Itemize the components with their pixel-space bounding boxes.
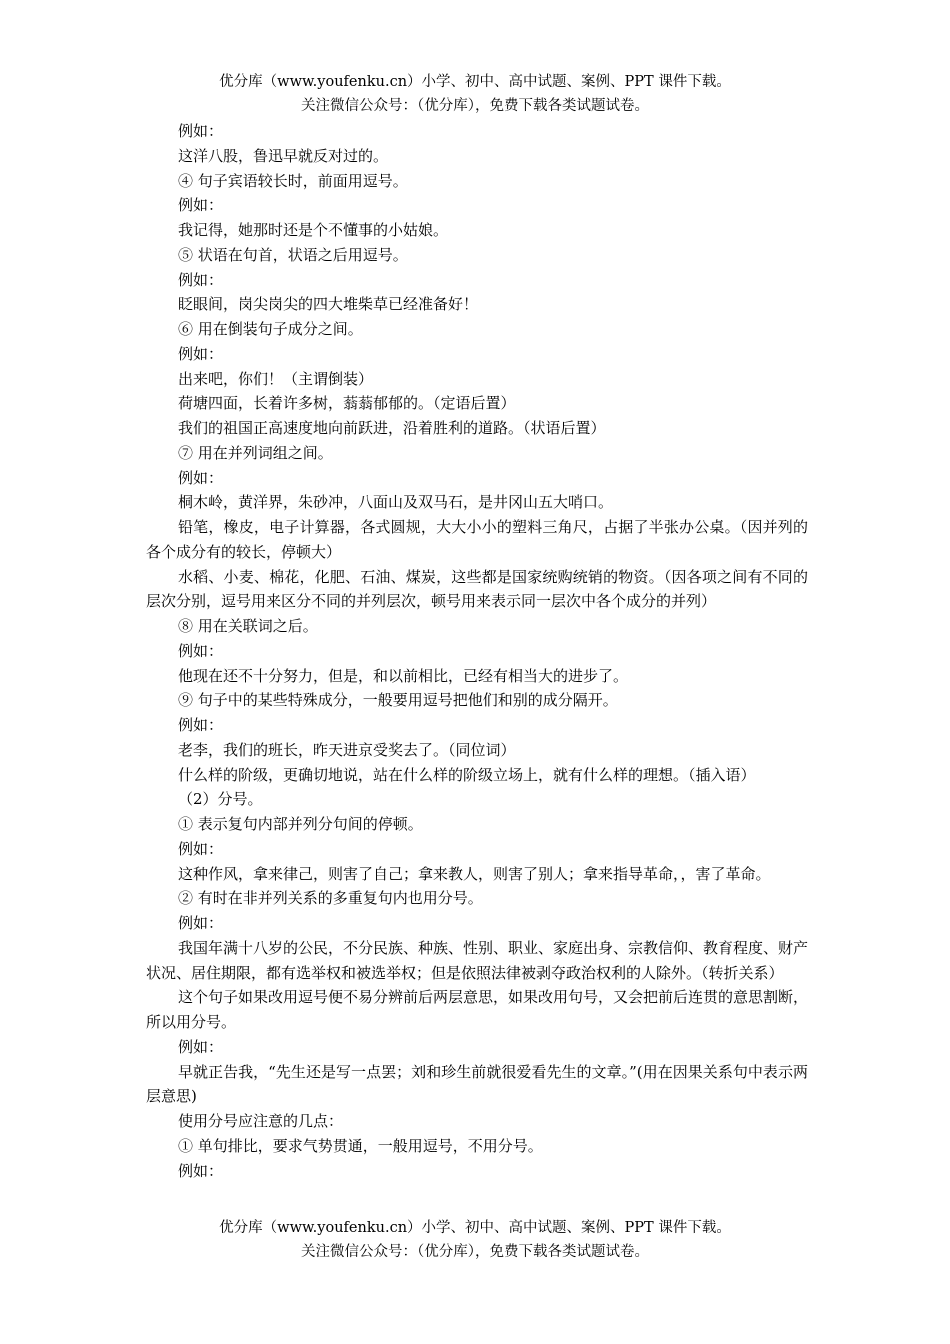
rule-item: ① 表示复句内部并列分句间的停顿。 xyxy=(178,815,423,833)
rule-item: ⑨ 句子中的某些特殊成分，一般要用逗号把他们和别的成分隔开。 xyxy=(178,691,618,710)
page-header xyxy=(0,70,950,118)
rule-item: ⑤ 状语在句首，状语之后用逗号。 xyxy=(178,245,408,264)
example-sentence: 我们的祖国正高速度地向前跃进，沿着胜利的道路。（状语后置） xyxy=(178,419,606,437)
explanation-paragraph: 这个句子如果改用逗号便不易分辨前后两层意思，如果改用句号，又会把前后连贯的意思割断，所以用分号。 xyxy=(146,988,809,1031)
example-sentence: 这种作风，拿来律己，则害了自己；拿来教人，则害了别人；拿来指导革命，，害了革命。 xyxy=(178,864,771,883)
rule-item: ④ 句子宾语较长时，前面用逗号。 xyxy=(178,171,408,190)
example-sentence: 我记得，她那时还是个不懂事的小姑娘。 xyxy=(178,221,449,239)
example-label: 例如： xyxy=(178,1037,224,1056)
header-line-2: 关注微信公众号：（优分库），免费下载各类试题试卷。 xyxy=(301,98,649,114)
page-footer xyxy=(0,1216,950,1264)
footer-line-2: 关注微信公众号：（优分库），免费下载各类试题试卷。 xyxy=(301,1244,649,1260)
body-text xyxy=(146,119,808,1183)
example-sentence: 荷塘四面，长着许多树，蓊蓊郁郁的。（定语后置） xyxy=(178,394,516,413)
header-line-1: 优分库（www.youfenku.cn）小学、初中、高中试题、案例、PPT 课件下载。 xyxy=(219,74,731,90)
example-paragraph: 水稻、小麦、棉花，化肥、石油、煤炭，这些都是国家统购统销的物资。（因各项之间有不同的层次分别，逗号用来区分不同的并列层次，顿号用来表示同一层次中各个成分的并列） xyxy=(146,567,808,611)
example-paragraph: 铅笔，橡皮，电子计算器，各式圆规，大大小小的塑料三角尺，占据了半张办公桌。（因并列的各个成分有的较长，停顿大） xyxy=(146,518,808,561)
example-paragraph: 我国年满十八岁的公民，不分民族、种族、性别、职业、家庭出身、宗教信仰、教育程度、财产状况、居住期限，都有选举权和被选举权；但是依照法律被剥夺政治权利的人除外。（转折关系） xyxy=(146,938,809,982)
example-label: 例如： xyxy=(178,468,224,487)
example-sentence: 什么样的阶级，更确切地说，站在什么样的阶级立场上，就有什么样的理想。（插入语） xyxy=(178,765,756,784)
example-sentence: 他现在还不十分努力，但是，和以前相比，已经有相当大的进步了。 xyxy=(178,666,629,685)
rule-item: ⑥ 用在倒装句子成分之间。 xyxy=(178,320,363,338)
example-sentence: 眨眼间，岗尖岗尖的四大堆柴草已经准备好！ xyxy=(178,295,479,314)
example-paragraph: 早就正告我，“先生还是写一点罢；刘和珍生前就很爱看先生的文章。”(用在因果关系句中表示两层意思) xyxy=(146,1062,808,1106)
rule-item: ① 单句排比，要求气势贯通，一般用逗号，不用分号。 xyxy=(178,1136,543,1155)
example-sentence: 这洋八股，鲁迅早就反对过的。 xyxy=(178,146,389,165)
rule-item: ⑧ 用在关联词之后。 xyxy=(178,617,318,635)
example-sentence: 出来吧，你们！（主谓倒装） xyxy=(178,369,374,388)
example-label: 例如： xyxy=(178,270,224,289)
example-label: 例如： xyxy=(178,839,224,858)
example-label: 例如： xyxy=(178,1161,224,1180)
example-label: 例如： xyxy=(178,122,224,140)
note-heading: 使用分号应注意的几点： xyxy=(178,1112,344,1130)
example-label: 例如： xyxy=(178,914,224,932)
section-heading: （2）分号。 xyxy=(178,790,263,809)
example-label: 例如： xyxy=(178,641,224,660)
footer-line-1: 优分库（www.youfenku.cn）小学、初中、高中试题、案例、PPT 课件下载。 xyxy=(219,1220,731,1236)
example-label: 例如： xyxy=(178,716,224,734)
example-label: 例如： xyxy=(178,344,224,363)
example-sentence: 老李，我们的班长，昨天进京受奖去了。（同位词） xyxy=(178,740,516,759)
rule-item: ② 有时在非并列关系的多重复句内也用分号。 xyxy=(178,889,483,908)
example-sentence: 桐木岭，黄洋界，朱砂冲，八面山及双马石，是井冈山五大哨口。 xyxy=(178,493,614,512)
rule-item: ⑦ 用在并列词组之间。 xyxy=(178,443,333,462)
example-label: 例如： xyxy=(178,196,224,215)
